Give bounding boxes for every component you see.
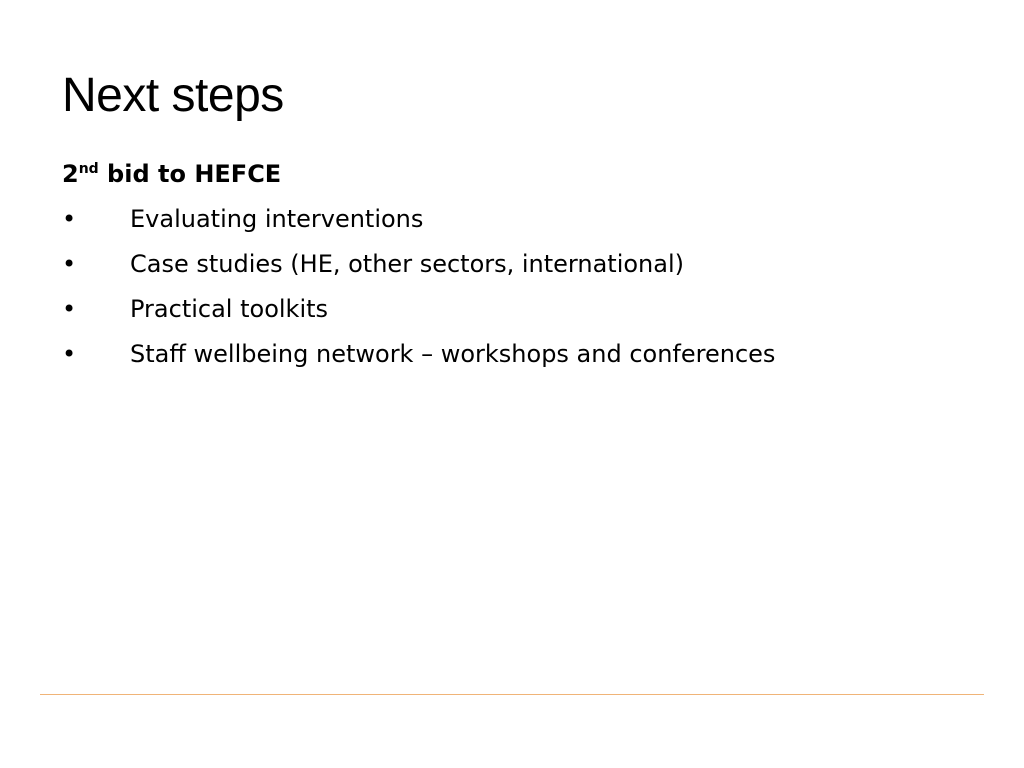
bullet-text: Staff wellbeing network – workshops and conferences <box>130 340 776 368</box>
bullet-icon: • <box>62 250 77 278</box>
subheading-suffix: bid to HEFCE <box>98 160 282 188</box>
subheading-superscript: nd <box>78 161 99 177</box>
bullet-text: Case studies (HE, other sectors, international) <box>130 250 685 278</box>
subheading-prefix: 2 <box>62 160 79 188</box>
slide-title: Next steps <box>62 69 284 122</box>
footer-divider <box>40 694 984 695</box>
bullet-icon: • <box>62 340 77 368</box>
bullet-text: Practical toolkits <box>130 295 329 323</box>
bullet-text: Evaluating interventions <box>130 205 424 233</box>
bullet-icon: • <box>62 205 77 233</box>
subheading <box>62 156 281 192</box>
bullet-icon: • <box>62 295 77 323</box>
